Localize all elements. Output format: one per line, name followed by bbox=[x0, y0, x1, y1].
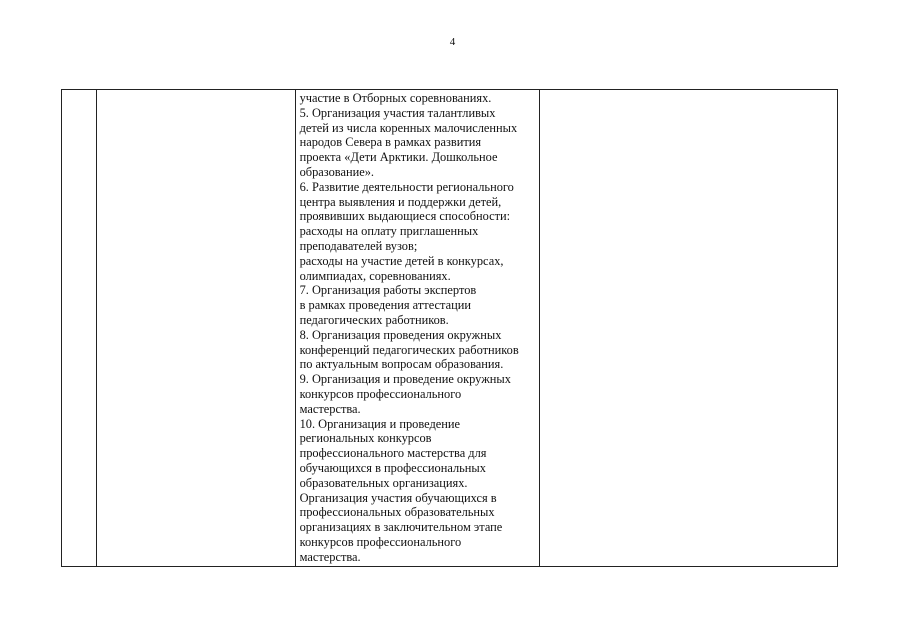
activity-text-line: педагогических работников. bbox=[299, 312, 449, 327]
activity-text-line: проекта «Дети Арктики. Дошкольное bbox=[299, 150, 498, 165]
activity-text-line: организациях в заключительном этапе bbox=[299, 520, 503, 535]
activity-text-line: региональных конкурсов bbox=[299, 431, 432, 446]
activity-text-line: профессиональных образовательных bbox=[299, 505, 495, 520]
activity-text-line: 8. Организация проведения окружных bbox=[299, 327, 502, 342]
activity-text-line: 6. Развитие деятельности регионального bbox=[299, 179, 514, 194]
activity-text-line: профессионального мастерства для bbox=[299, 446, 487, 461]
activity-text-line: 9. Организация и проведение окружных bbox=[299, 372, 511, 387]
activity-text-line: образование». bbox=[299, 164, 375, 179]
activity-text-line: мастерства. bbox=[299, 549, 361, 564]
activity-text-line: проявивших выдающиеся способности: bbox=[299, 209, 511, 224]
activity-text-line: 10. Организация и проведение bbox=[299, 416, 461, 431]
activity-text-line: мастерства. bbox=[299, 401, 361, 416]
activity-text-line: участие в Отборных соревнованиях. bbox=[299, 91, 492, 105]
table-cell-name bbox=[97, 90, 296, 567]
page-number: 4 bbox=[449, 36, 456, 48]
activity-text-line: конкурсов профессионального bbox=[299, 386, 462, 401]
activity-text-line: обучающихся в профессиональных bbox=[299, 460, 486, 475]
activity-text-line: 7. Организация работы экспертов bbox=[299, 283, 477, 298]
activity-text-line: преподавателей вузов; bbox=[299, 238, 418, 253]
activity-text-line: народов Севера в рамках развития bbox=[299, 135, 482, 150]
activity-text-line: по актуальным вопросам образования. bbox=[299, 357, 504, 372]
activity-text-line: Организация участия обучающихся в bbox=[299, 490, 497, 505]
activity-text-line: детей из числа коренных малочисленных bbox=[299, 120, 518, 135]
activities-text bbox=[296, 90, 540, 565]
activity-text-line: олимпиадах, соревнованиях. bbox=[299, 268, 451, 283]
activity-text-line: конкурсов профессионального bbox=[299, 534, 462, 549]
activity-text-line: в рамках проведения аттестации bbox=[299, 298, 471, 313]
activity-text-line: центра выявления и поддержки детей, bbox=[299, 194, 502, 209]
activity-text-line: расходы на оплату приглашенных bbox=[299, 224, 479, 239]
document-table bbox=[61, 89, 838, 567]
table-cell-index bbox=[62, 90, 97, 567]
table-row bbox=[62, 90, 838, 567]
table-cell-activities bbox=[295, 90, 540, 567]
table-cell-notes bbox=[540, 90, 838, 567]
activity-text-line: 5. Организация участия талантливых bbox=[299, 105, 496, 120]
activity-text-line: расходы на участие детей в конкурсах, bbox=[299, 253, 504, 268]
activity-text-line: конференций педагогических работников bbox=[299, 342, 519, 357]
activity-text-line: образовательных организациях. bbox=[299, 475, 468, 490]
